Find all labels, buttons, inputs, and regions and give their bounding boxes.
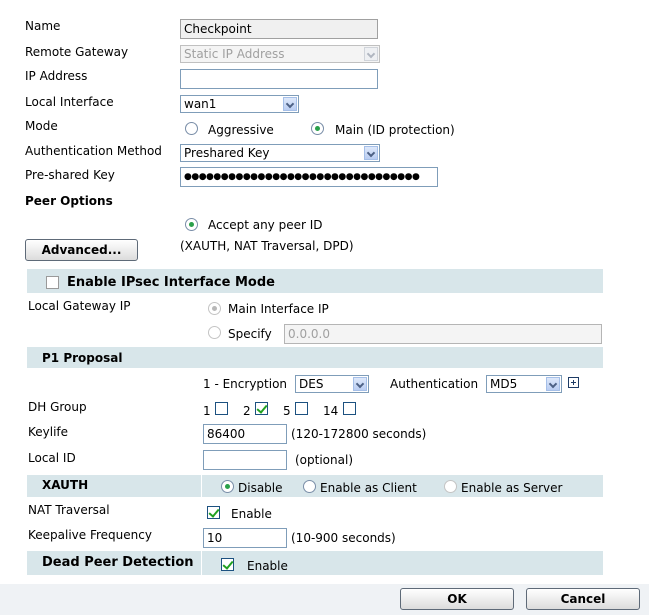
- authentication-label: Authentication: [390, 377, 479, 391]
- dh-group-5-label: 5: [283, 404, 291, 418]
- specify-ip-input[interactable]: 0.0.0.0: [284, 324, 602, 344]
- encryption-value: DES: [299, 377, 324, 391]
- mode-main-radio[interactable]: [311, 122, 324, 135]
- local-interface-select[interactable]: [180, 95, 299, 113]
- auth-method-value: Preshared Key: [184, 146, 270, 160]
- nat-traversal-enable-label: Enable: [231, 507, 272, 521]
- dh-group-14-label: 14: [323, 404, 339, 418]
- ip-address-input[interactable]: [180, 69, 378, 89]
- preshared-key-input[interactable]: ●●●●●●●●●●●●●●●●●●●●●●●●●●●●●●●●: [180, 167, 438, 187]
- dh-group-2-checkbox[interactable]: [255, 402, 268, 415]
- specify-label: Specify: [228, 327, 272, 341]
- chevron-down-icon: [364, 47, 378, 61]
- local-interface-value: wan1: [184, 97, 217, 111]
- dpd-checkbox[interactable]: [221, 558, 234, 571]
- keepalive-input[interactable]: 10: [203, 528, 287, 548]
- local-interface-label: Local Interface: [25, 95, 114, 109]
- dh-group-14-checkbox[interactable]: [343, 402, 356, 415]
- xauth-client-radio[interactable]: [303, 480, 316, 493]
- remote-gateway-value: Static IP Address: [184, 47, 285, 61]
- nat-traversal-label: NAT Traversal: [28, 503, 110, 517]
- dh-group-2-label: 2: [243, 404, 251, 418]
- main-interface-label: Main Interface IP: [228, 302, 329, 316]
- auth-method-label: Authentication Method: [25, 144, 162, 158]
- ipsec-mode-checkbox[interactable]: [46, 276, 59, 289]
- specify-radio[interactable]: [208, 326, 221, 339]
- xauth-title: XAUTH: [42, 478, 89, 492]
- peer-options-title: Peer Options: [25, 194, 113, 208]
- remote-gateway-label: Remote Gateway: [25, 45, 129, 59]
- xauth-disable-radio[interactable]: [221, 480, 234, 493]
- dh-group-label: DH Group: [28, 400, 87, 414]
- accept-any-peer-label: Accept any peer ID: [208, 218, 323, 232]
- keylife-label: Keylife: [28, 425, 69, 439]
- local-id-input[interactable]: [203, 450, 287, 470]
- ipsec-mode-label: Enable IPsec Interface Mode: [67, 275, 275, 290]
- authentication-value: MD5: [490, 377, 518, 391]
- keylife-input[interactable]: 86400: [203, 424, 287, 444]
- dh-group-5-checkbox[interactable]: [295, 402, 308, 415]
- dh-group-1-checkbox[interactable]: [215, 402, 228, 415]
- main-interface-radio[interactable]: [208, 302, 221, 315]
- advanced-button[interactable]: Advanced...: [25, 239, 138, 261]
- mode-aggressive-radio[interactable]: [185, 122, 198, 135]
- dh-group-1-label: 1: [203, 404, 211, 418]
- keylife-hint: (120-172800 seconds): [291, 427, 427, 441]
- add-proposal-icon[interactable]: [568, 377, 579, 388]
- xauth-server-radio[interactable]: [444, 480, 457, 493]
- ok-button[interactable]: OK: [400, 588, 514, 610]
- p1-proposal-title: P1 Proposal: [42, 351, 123, 365]
- dpd-divider: [201, 551, 202, 575]
- mode-label: Mode: [25, 119, 58, 133]
- dpd-title: Dead Peer Detection: [42, 555, 194, 570]
- xauth-divider: [201, 475, 202, 497]
- local-id-label: Local ID: [28, 451, 76, 465]
- xauth-client-label: Enable as Client: [320, 481, 417, 495]
- auth-method-select[interactable]: [180, 144, 380, 162]
- remote-gateway-select[interactable]: [180, 45, 380, 63]
- chevron-down-icon: [353, 377, 367, 391]
- dpd-enable-label: Enable: [247, 559, 288, 573]
- keepalive-label: Keepalive Frequency: [28, 528, 152, 542]
- encryption-select[interactable]: [295, 375, 369, 393]
- mode-main-label: Main (ID protection): [335, 123, 455, 137]
- preshared-key-label: Pre-shared Key: [25, 168, 115, 182]
- authentication-select[interactable]: [486, 375, 562, 393]
- cancel-button[interactable]: Cancel: [526, 588, 640, 610]
- xauth-server-label: Enable as Server: [461, 481, 563, 495]
- ip-address-label: IP Address: [25, 69, 88, 83]
- encryption-label: 1 - Encryption: [203, 377, 288, 391]
- chevron-down-icon: [283, 97, 297, 111]
- xauth-disable-label: Disable: [238, 481, 283, 495]
- local-id-hint: (optional): [295, 453, 353, 467]
- chevron-down-icon: [364, 146, 378, 160]
- name-label: Name: [25, 19, 61, 33]
- advanced-hint: (XAUTH, NAT Traversal, DPD): [180, 239, 354, 253]
- nat-traversal-checkbox[interactable]: [207, 506, 220, 519]
- name-input[interactable]: Checkpoint: [180, 19, 378, 39]
- chevron-down-icon: [546, 377, 560, 391]
- mode-aggressive-label: Aggressive: [208, 123, 274, 137]
- accept-any-peer-radio[interactable]: [185, 218, 198, 231]
- keepalive-hint: (10-900 seconds): [291, 531, 396, 545]
- local-gateway-label: Local Gateway IP: [28, 299, 131, 313]
